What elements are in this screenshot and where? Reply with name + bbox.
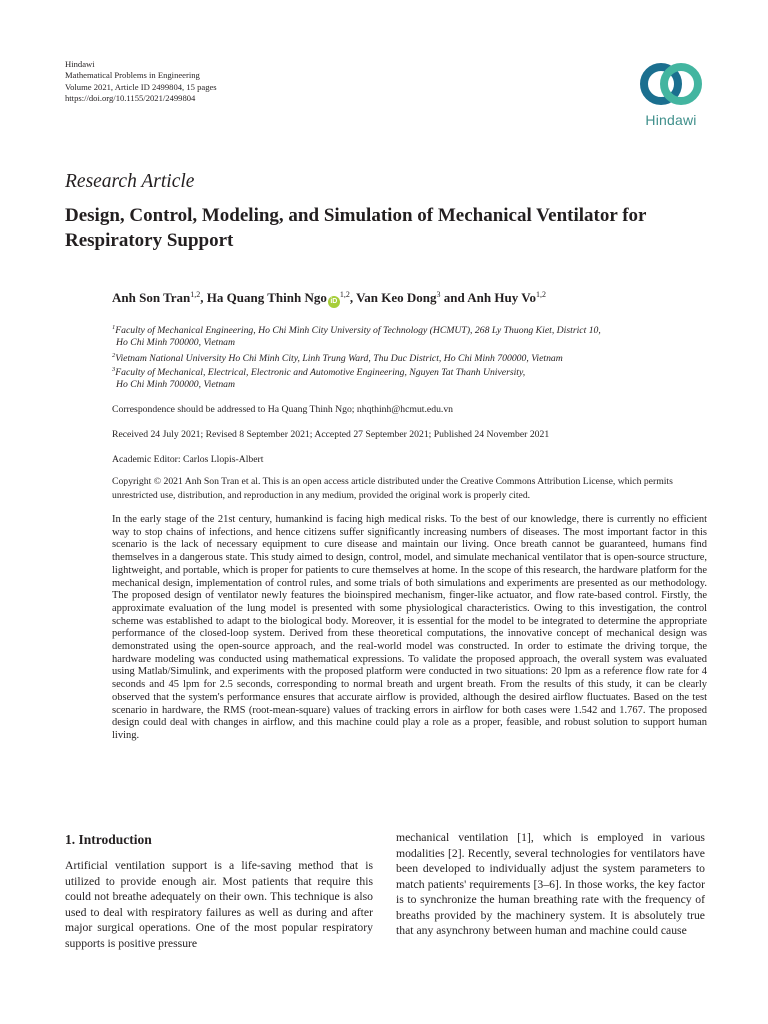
volume-info: Volume 2021, Article ID 2499804, 15 pages <box>65 81 217 92</box>
article-title: Design, Control, Modeling, and Simulation of Mechanical Ventilator for Respiratory Support <box>65 205 647 251</box>
academic-editor: Academic Editor: Carlos Llopis-Albert <box>112 454 264 465</box>
author-affiliation-mark: 1,2 <box>190 290 201 299</box>
affiliation-line: Ho Chi Minh 700000, Vietnam <box>116 337 236 349</box>
copyright-notice: Copyright © 2021 Anh Son Tran et al. This is an open access article distributed under the Creative Commons Attribution License, which permits unrestricted use, distribution, and reproduction in any medium, provided the original work is properly cited. <box>112 476 673 501</box>
author-separator: , <box>349 290 357 305</box>
abstract: In the early stage of the 21st century, humankind is facing high medical risks. To the best of our knowledge, there is currently no efficient way to stop chains of infections, and hence citizens suffer significantly increasing numbers of diseases. The most important factor in this scenario is the lack of necessary equipment to cure disease and maintain our living. Once breath cannot be guaranteed, humans find themselves in a dangerous state. This study aimed to design, control, model, and simulate mechanical ventilator that is open-source structure, lightweight, and portable, which is proper for patients to cure themselves at home. In the scope of this research, the hardware platform for the mechanical design, implementation of control rules, and some trials of both simulations and experiments are presented as our methodology. The proposed design of ventilator newly features the bioinspired mechanism, finger-like actuator, and flow rate-based control. Firstly, the approximate evaluation of the lung model is presented with some physiological characteristics. Owing to this investigation, the control scheme was established to adapt to the biological body. Moreover, it is essential for the model to be integrated to determine the appropriate performance of the closed-loop system. Derived from these theoretical computations, the innovative concept of mechanical design was demonstrated using the open-source approach, and the real-world model was constructed. In order to estimate the driving torque, the hardware modeling was conducted using mathematical expressions. To validate the proposed approach, the overall system was evaluated using Matlab/Simulink, and experiments with the proposed platform were conducted in two situations: 20 lpm as a reference flow rate for 4 seconds and 45 lpm for 2.5 seconds, corresponding to normal breath and urgent breath. From the results of this study, it can be clearly observed that the system's performance ensures that accurate airflow is provided, although the desired airflow fluctuates. Based on the test scenario in hardware, the RMS (root-mean-square) values of tracking errors in airflow for both cases were 1.542 and 1.767. The proposed design could deal with changes in airflow, and this machine could play a role as a proper, feasible, and robust solution to support human living. <box>112 514 707 741</box>
body-text-left-column: Artificial ventilation support is a life-saving method that is utilized to provide enough air. Most patients that require this could not breathe adequately on their own. This technique is also used to deal with respiratory failures as well as during and after major surgical operations. One of the most popular respiratory supports is positive pressure <box>65 859 373 950</box>
affiliation <box>112 364 712 391</box>
author-separator: and <box>440 290 468 305</box>
author-list <box>112 290 546 308</box>
doi-link[interactable]: https://doi.org/10.1155/2021/2499804 <box>65 93 196 104</box>
affiliation-line: Faculty of Mechanical, Electrical, Electronic and Automotive Engineering, Nguyen Tat Thanh University, <box>115 367 526 378</box>
affiliation-line: Faculty of Mechanical Engineering, Ho Chi Minh City University of Technology (HCMUT), 268 Ly Thuong Kiet, District 10, <box>115 325 601 336</box>
article-type: Research Article <box>65 171 195 192</box>
affiliation <box>112 350 712 365</box>
hindawi-wordmark: Hindawi <box>645 112 697 128</box>
author-name[interactable]: Van Keo Dong <box>356 290 437 305</box>
orcid-icon[interactable]: iD <box>328 296 340 308</box>
publication-dates: Received 24 July 2021; Revised 8 September 2021; Accepted 27 September 2021; Published 24 November 2021 <box>112 429 550 440</box>
author-name[interactable]: Anh Son Tran <box>112 290 191 305</box>
hindawi-logo <box>632 58 710 128</box>
journal-name: Mathematical Problems in Engineering <box>65 70 200 81</box>
affiliation <box>112 322 712 349</box>
author-separator: , <box>200 290 207 305</box>
affiliation-line: Ho Chi Minh 700000, Vietnam <box>116 379 236 391</box>
author-affiliation-mark: 1,2 <box>339 290 350 299</box>
hindawi-rings-icon <box>638 58 704 110</box>
affiliation-mark: 1 <box>112 324 116 331</box>
affiliation-mark: 3 <box>112 366 116 373</box>
publisher-name: Hindawi <box>65 59 95 69</box>
section-heading: 1. Introduction <box>65 832 152 847</box>
correspondence: Correspondence should be addressed to Ha Quang Thinh Ngo; nhqthinh@hcmut.edu.vn <box>112 404 454 415</box>
journal-metadata <box>65 59 217 105</box>
body-text-right-column: mechanical ventilation [1], which is employed in various modalities [2]. Recently, several technologies for ventilators have been developed to individually adjust the system parameters to match patients' requirements [3–6]. In those works, the key factor is to synchronize the human breathing rate with the frequency of breaths provided by the machinery system. It is absolutely true that any asynchrony between human and machine could cause <box>396 831 705 937</box>
author-affiliation-mark: 3 <box>436 290 441 299</box>
affiliation-mark: 2 <box>112 352 116 359</box>
affiliation-line: Vietnam National University Ho Chi Minh City, Linh Trung Ward, Thu Duc District, Ho Chi Minh 700000, Vietnam <box>115 353 563 364</box>
author-name[interactable]: Ha Quang Thinh Ngo <box>206 290 327 305</box>
author-name[interactable]: Anh Huy Vo <box>467 290 536 305</box>
author-affiliation-mark: 1,2 <box>535 290 546 299</box>
